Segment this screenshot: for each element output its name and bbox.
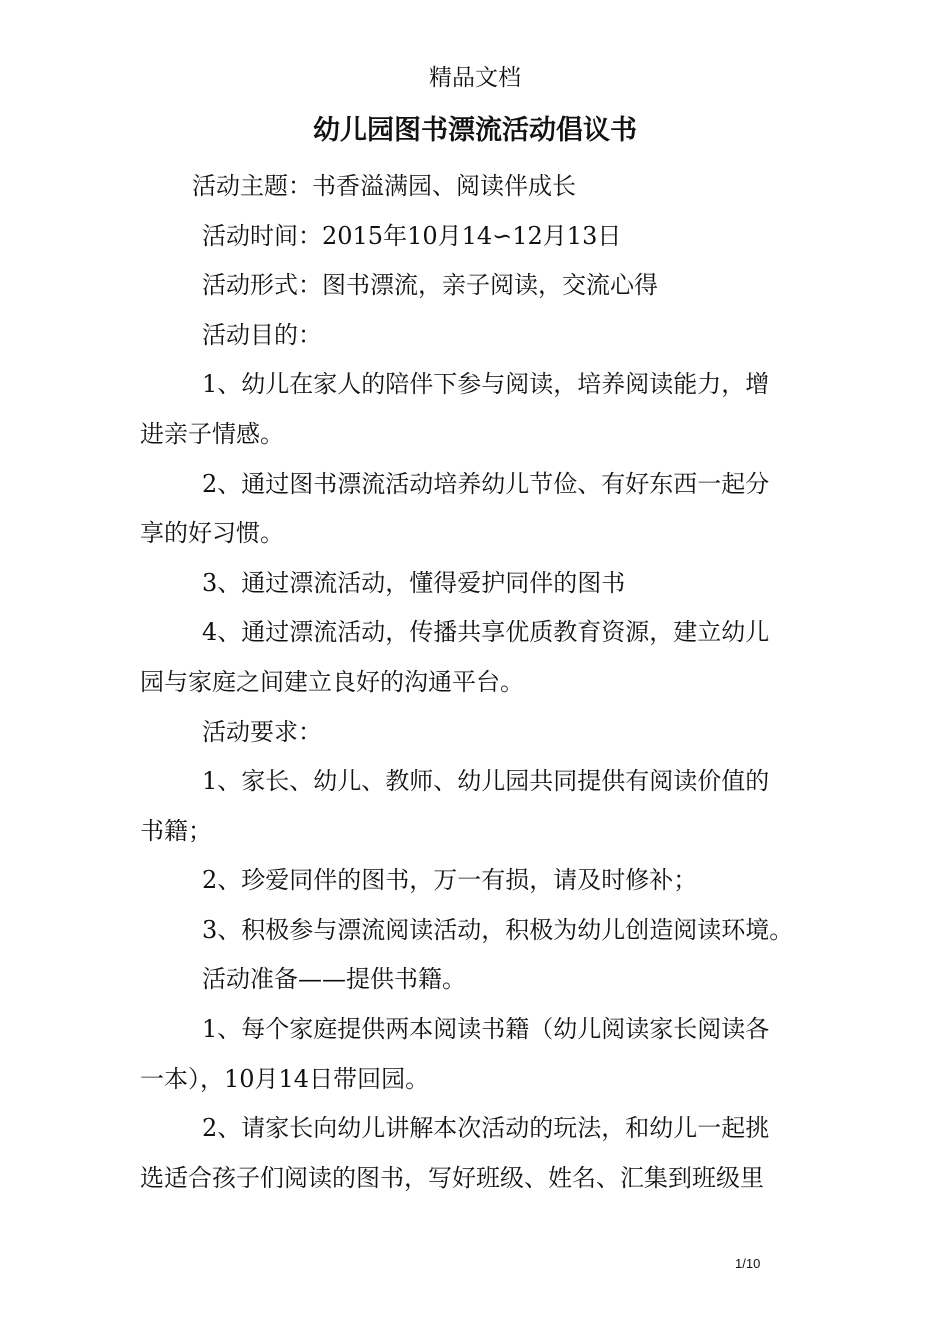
paragraph-line: 1、家长、幼儿、教师、幼儿园共同提供有阅读价值的 xyxy=(202,767,770,795)
paragraph-line: 一本），10月14日带回园。 xyxy=(140,1065,430,1093)
paragraph-line: 2、珍爱同伴的图书，万一有损，请及时修补； xyxy=(202,866,698,894)
header-label: 精品文档 xyxy=(429,65,521,91)
paragraph-line: 3、积极参与漂流阅读活动，积极为幼儿创造阅读环境。 xyxy=(202,916,794,944)
paragraph-line: 1、每个家庭提供两本阅读书籍（幼儿阅读家长阅读各 xyxy=(202,1015,770,1043)
paragraph-line: 活动主题：书香溢满园、阅读伴成长 xyxy=(192,172,576,200)
paragraph-line: 活动形式：图书漂流，亲子阅读，交流心得 xyxy=(202,271,658,299)
paragraph-line: 2、通过图书漂流活动培养幼儿节俭、有好东西一起分 xyxy=(202,470,770,498)
paragraph-line: 享的好习惯。 xyxy=(140,519,284,547)
paragraph-line: 3、通过漂流活动，懂得爱护同伴的图书 xyxy=(202,569,626,597)
paragraph-line: 2、请家长向幼儿讲解本次活动的玩法，和幼儿一起挑 xyxy=(202,1114,770,1142)
paragraph-line: 园与家庭之间建立良好的沟通平台。 xyxy=(140,668,524,696)
paragraph-line: 活动目的： xyxy=(202,321,322,349)
paragraph-line: 活动时间：2015年10月14∽12月13日 xyxy=(202,222,622,250)
document-title: 幼儿园图书漂流活动倡议书 xyxy=(313,115,637,146)
paragraph-line: 1、幼儿在家人的陪伴下参与阅读，培养阅读能力，增 xyxy=(202,370,770,398)
paragraph-line: 选适合孩子们阅读的图书，写好班级、姓名、汇集到班级里 xyxy=(140,1164,764,1192)
page-number: 1/10 xyxy=(735,1256,761,1271)
paragraph-line: 4、通过漂流活动，传播共享优质教育资源，建立幼儿 xyxy=(202,618,770,646)
paragraph-line: 书籍； xyxy=(140,817,212,845)
paragraph-line: 活动要求： xyxy=(202,718,322,746)
paragraph-line: 进亲子情感。 xyxy=(140,420,284,448)
paragraph-line: 活动准备——提供书籍。 xyxy=(202,965,466,993)
